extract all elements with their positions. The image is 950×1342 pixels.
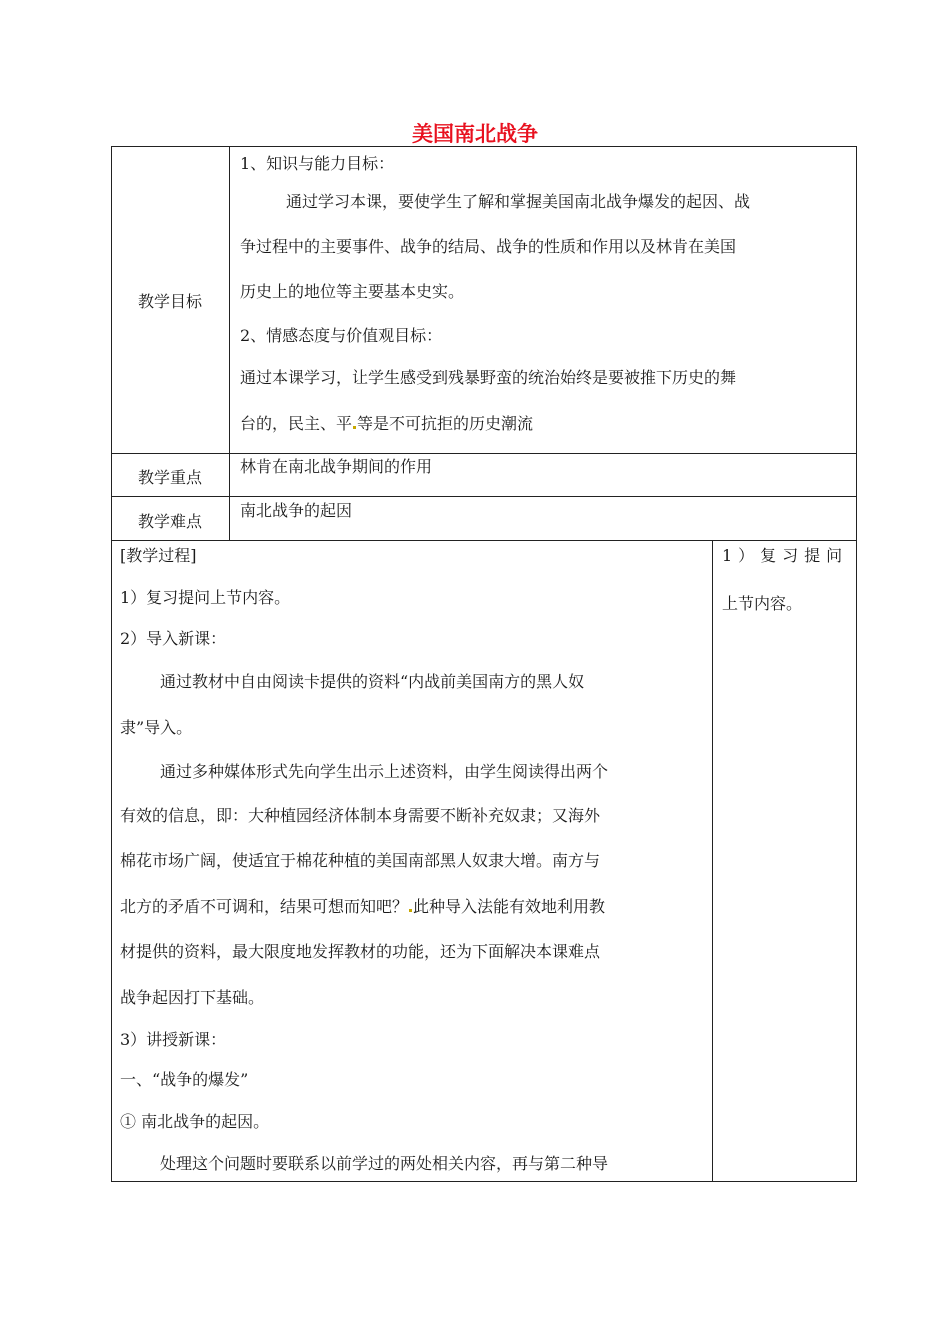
column-divider: [229, 146, 230, 541]
difficulty-label: 教学难点: [137, 512, 202, 531]
side-note-line: 1）复习提问: [722, 546, 849, 565]
objectives-heading-1: 1、知识与能力目标：: [240, 154, 395, 173]
process-line: 材提供的资料，最大限度地发挥教材的功能，还为下面解决本课难点: [120, 942, 601, 961]
objectives-text-line: 历史上的地位等主要基本史实。: [240, 282, 465, 301]
yellow-mark-icon: [353, 426, 356, 429]
process-line: 1）复习提问上节内容。: [120, 588, 291, 607]
process-line: 2）导入新课：: [120, 629, 227, 648]
side-note-line: 上节内容。: [722, 594, 803, 613]
page-title: 美国南北战争: [412, 122, 538, 146]
key-point-text: 林肯在南北战争期间的作用: [240, 457, 433, 476]
table-border-right: [856, 146, 857, 1182]
process-line: 3）讲授新课：: [120, 1030, 227, 1049]
objectives-label: 教学目标: [137, 292, 202, 311]
process-line: [120, 885, 605, 929]
objectives-heading-2: 2、情感态度与价值观目标：: [240, 326, 443, 345]
process-line: 处理这个问题时要联系以前学过的两处相关内容，再与第二种导: [160, 1154, 609, 1173]
process-line: 通过教材中自由阅读卡提供的资料“内战前美国南方的黑人奴: [160, 672, 585, 691]
process-line: 战争起因打下基础。: [120, 988, 265, 1007]
row-divider: [111, 496, 857, 497]
process-line: 有效的信息，即：大种植园经济体制本身需要不断补充奴隶；又海外: [120, 806, 601, 825]
process-line: ① 南北战争的起因。: [120, 1112, 270, 1131]
objectives-text-line: [240, 402, 533, 446]
column-divider: [712, 540, 713, 1182]
objectives-text-line: 通过学习本课，要使学生了解和掌握美国南北战争爆发的起因、战: [286, 192, 751, 211]
process-line: [教学过程]: [120, 546, 197, 565]
difficulty-text: 南北战争的起因: [240, 501, 353, 520]
process-line: 隶”导入。: [120, 718, 193, 737]
table-border-top: [111, 146, 857, 147]
objectives-text-part: 等是不可抗拒的历史潮流: [357, 414, 534, 433]
objectives-text-line: 通过本课学习，让学生感受到残暴野蛮的统治始终是要被推下历史的舞: [240, 368, 737, 387]
process-line: 棉花市场广阔，使适宜于棉花种植的美国南部黑人奴隶大增。南方与: [120, 851, 601, 870]
yellow-mark-icon: [409, 909, 412, 912]
process-line: 一、“战争的爆发”: [120, 1070, 249, 1089]
objectives-text-line: 争过程中的主要事件、战争的结局、战争的性质和作用以及林肯在美国: [240, 237, 737, 256]
process-text-part: 此种导入法能有效地利用教: [413, 897, 606, 916]
process-text-part: 北方的矛盾不可调和，结果可想而知吧？: [120, 897, 409, 916]
objectives-text-part: 台的，民主、平: [240, 414, 353, 433]
process-line: 通过多种媒体形式先向学生出示上述资料，由学生阅读得出两个: [160, 762, 609, 781]
key-point-label: 教学重点: [137, 468, 202, 487]
row-divider: [111, 453, 857, 454]
